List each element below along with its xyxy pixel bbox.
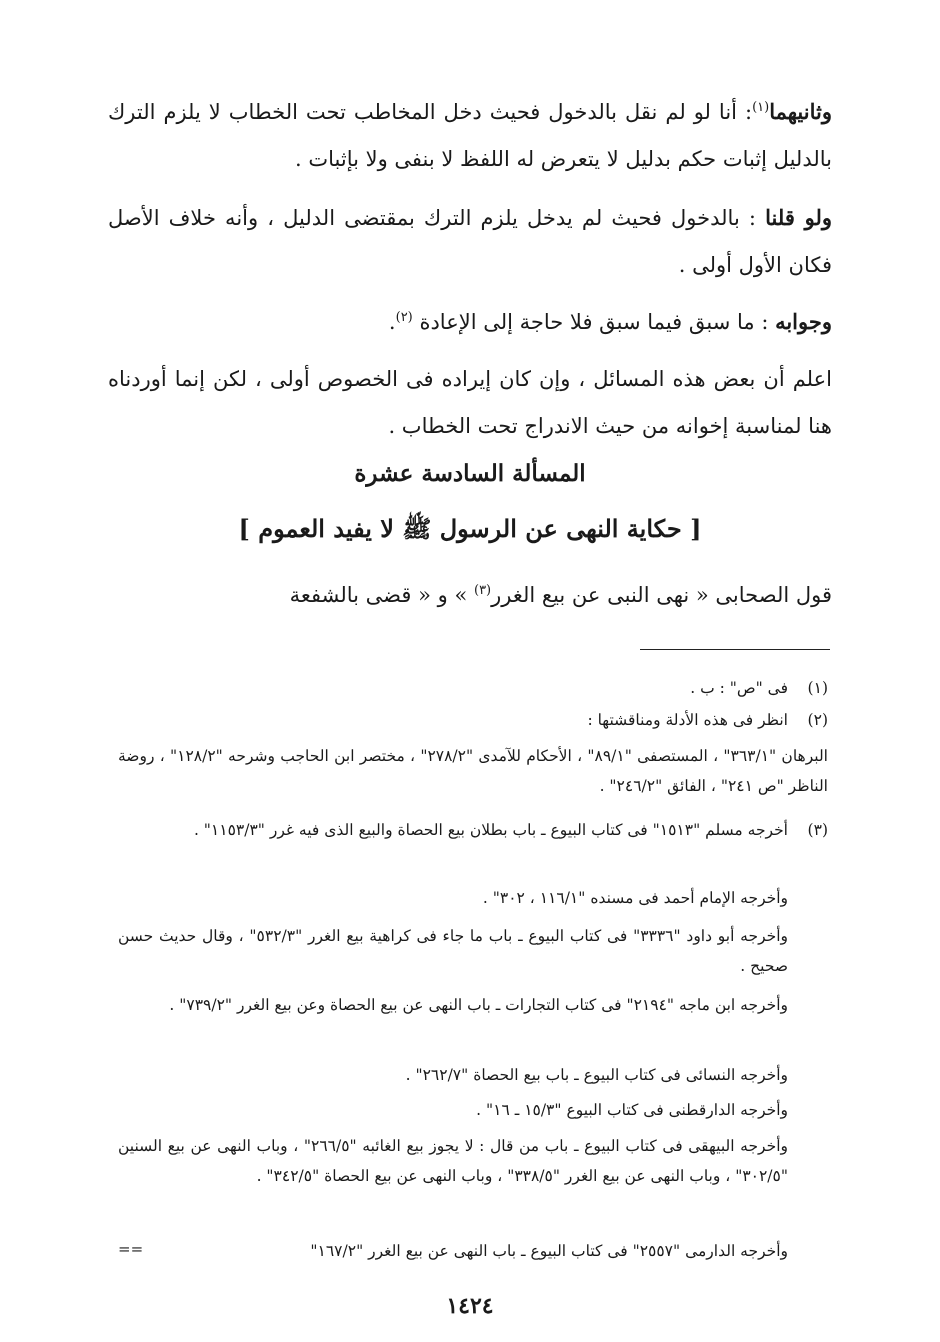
footnote-number: (٢) (807, 711, 828, 729)
paragraph-text: اعلم أن بعض هذه المسائل ، وإن كان إيراده فى الخصوص أولى ، لكن إنما أوردناه هنا لمناسبة إخوانه من حيث الاندراج تحت الخطاب . (108, 367, 832, 438)
paragraph-2 (108, 194, 832, 289)
section-title: المسألة السادسة عشرة (354, 460, 586, 487)
footnote-3-item (118, 1095, 828, 1125)
footnote-3-item (118, 883, 828, 913)
paragraph-5 (108, 572, 832, 619)
paragraph-text: قول الصحابى « نهى النبى عن بيع الغرر (491, 583, 832, 607)
footnote-2 (118, 705, 828, 735)
footnote-text: أخرجه مسلم "١٥١٣" فى كتاب البيوع ـ باب بطلان بيع الحصاة والبيع الذى فيه غرر "١١٥٣/٣" . (193, 821, 788, 839)
footnote-3-item (118, 1060, 828, 1090)
paragraph-3 (108, 298, 832, 346)
footnote-1 (118, 673, 828, 703)
footnote-text: وأخرجه النسائى فى كتاب البيوع ـ باب بيع الحصاة "٢٦٢/٧" . (405, 1066, 788, 1084)
footnote-ref[interactable]: (٣) (473, 583, 492, 598)
paragraph-tail: . (388, 310, 396, 334)
footnote-3-item (118, 921, 828, 981)
paragraph-lead: ولو قلنا (765, 205, 832, 230)
footnote-text: البرهان "٣٦٣/١" ، المستصفى "٨٩/١" ، الأحكام للآمدى "٢٧٨/٢" ، مختصر ابن الحاجب وشرحه "١٢٨/٢" ، روضة الناظر "ص ٢٤١" ، الفائق "٢٤٦/٢" . (118, 747, 828, 795)
page-number: ١٤٢٤ (446, 1293, 494, 1319)
footnote-text: وأخرجه الإمام أحمد فى مسنده "١١٦/١ ، ٣٠٢" . (482, 889, 788, 907)
paragraph-text: : أنا لو لم نقل بالدخول فحيث دخل المخاطب تحت الخطاب لا يلزم الترك بالدليل إثبات حكم بدليل لا يتعرض له اللفظ لا بنفى ولا بإثبات . (108, 100, 832, 171)
footnote-text: فى "ص" : ب . (690, 679, 788, 697)
footnote-number: (١) (807, 679, 828, 697)
footnote-number: (٣) (807, 821, 828, 839)
footnote-text: وأخرجه ابن ماجه "٢١٩٤" فى كتاب التجارات ـ باب النهى عن بيع الحصاة وعن بيع الغرر "٧٣٩/٢" . (169, 996, 788, 1014)
footnote-text: وأخرجه الدارمى "٢٥٥٧" فى كتاب البيوع ـ باب النهى عن بيع الغرر "١٦٧/٢" (310, 1242, 788, 1260)
paragraph-lead: وثانيهما (769, 99, 832, 124)
footnote-ref[interactable]: (١) (752, 100, 770, 115)
footnote-3-item (118, 1236, 828, 1266)
footnote-text: وأخرجه الدارقطنى فى كتاب البيوع "١٥/٣ ـ ١٦" . (476, 1101, 788, 1119)
footnote-3 (118, 815, 828, 845)
paragraph-text: : ما سبق فيما سبق فلا حاجة إلى الإعادة (419, 310, 769, 334)
footnote-ref[interactable]: (٢) (395, 310, 413, 325)
paragraph-text: » و « قضى بالشفعة (289, 583, 468, 607)
footnote-2-references (118, 741, 828, 801)
paragraph-1 (108, 88, 832, 183)
continuation-mark: == (118, 1240, 144, 1258)
footnote-text: انظر فى هذه الأدلة ومناقشتها : (587, 711, 788, 729)
section-subtitle: [ حكاية النهى عن الرسول ﷺ لا يفيد العموم ] (238, 514, 702, 543)
paragraph-text: : بالدخول فحيث لم يدخل يلزم الترك بمقتضى الدليل ، وأنه خلاف الأصل فكان الأول أولى . (108, 206, 832, 277)
paragraph-lead: وجوابه (775, 309, 832, 334)
footnote-3-item (118, 1131, 828, 1191)
paragraph-4 (108, 356, 832, 450)
footnote-text: وأخرجه البيهقى فى كتاب البيوع ـ باب من قال : لا يجوز بيع الغائبه "٢٦٦/٥" ، وباب النهى عن بيع السنين "٣٠٢/٥" ، وباب النهى عن بيع الغرر "٣٣٨/٥" ، وباب النهى عن بيع الحصاة "٣٤٢/٥" . (118, 1137, 788, 1185)
footnote-text: وأخرجه أبو داود "٣٣٣٦" فى كتاب البيوع ـ باب ما جاء فى كراهية بيع الغرر "٥٣٢/٣" ، وقال حديث حسن صحيح . (118, 927, 788, 975)
footnote-separator (640, 649, 830, 650)
footnote-3-item (118, 990, 828, 1020)
